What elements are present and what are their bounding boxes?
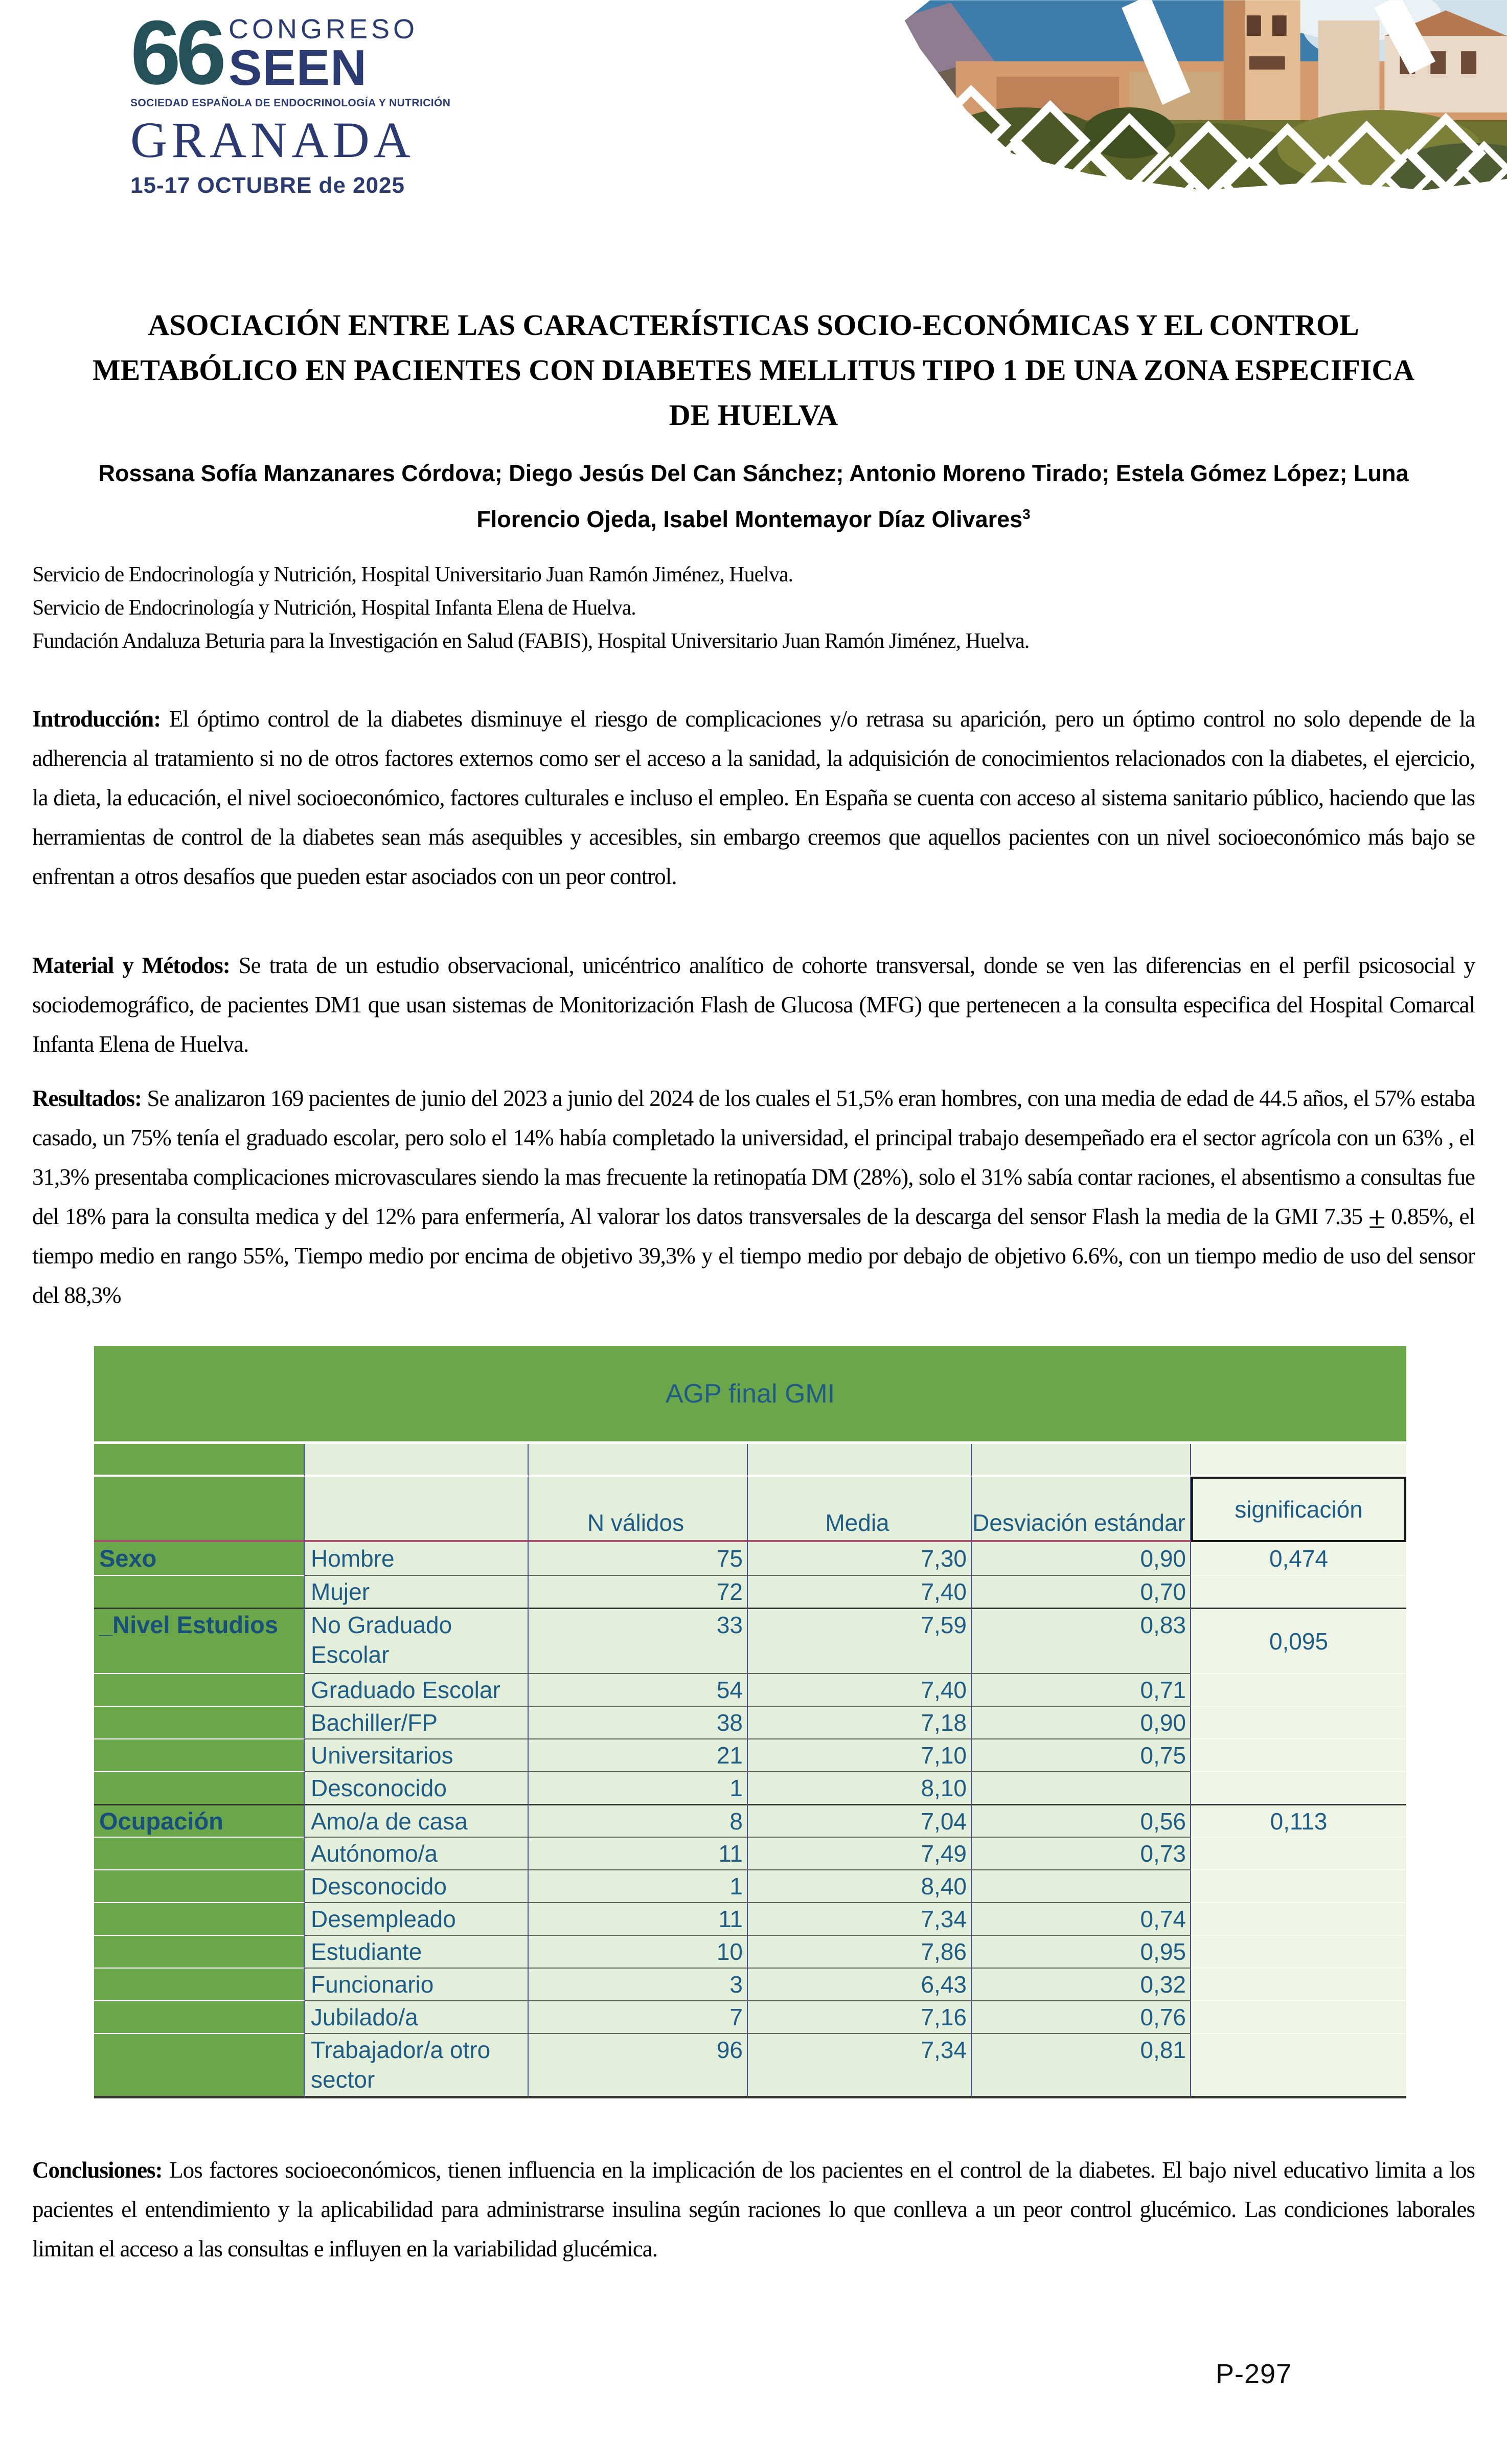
- table-media-cell: 7,30: [748, 1542, 972, 1575]
- table-subcategory-cell: Desempleado: [305, 1902, 529, 1935]
- affiliation-line: Fundación Andaluza Beturia para la Investigación en Salud (FABIS), Hospital Universitario Juan Ramón Jiménez, Huelva.: [32, 629, 1030, 653]
- table-significacion-cell: [1191, 1837, 1406, 1869]
- table-significacion-cell: [1191, 1738, 1406, 1771]
- table-significacion-cell: [1191, 1575, 1406, 1608]
- table-significacion-cell: [1191, 2033, 1406, 2098]
- table-n-validos-cell: 11: [529, 1837, 748, 1869]
- methods-heading: Material y Métodos:: [32, 953, 230, 978]
- table-row: [94, 1673, 1406, 1706]
- poster-title: ASOCIACIÓN ENTRE LAS CARACTERÍSTICAS SOCIO-ECONÓMICAS Y EL CONTROL METABÓLICO EN PACIENTES CON DIABETES MELLITUS TIPO 1 DE UNA ZONA ESPECIFICA DE HUELVA: [92, 308, 1415, 432]
- table-media-cell: 7,40: [748, 1673, 972, 1706]
- table-desviacion-cell: 0,32: [972, 1968, 1191, 2000]
- table-desviacion-cell: 0,83: [972, 1608, 1191, 1673]
- table-title-banner: AGP final GMI: [94, 1346, 1406, 1444]
- table-subcategory-cell: Graduado Escolar: [305, 1673, 529, 1706]
- authors-names: Rossana Sofía Manzanares Córdova; Diego Jesús Del Can Sánchez; Antonio Moreno Tirado; Estela Gómez López; Luna Florencio Ojeda, Isabel Montemayor Díaz Olivares: [98, 460, 1409, 532]
- table-subcategory-cell: Desconocido: [305, 1869, 529, 1902]
- results-text-a: Se analizaron 169 pacientes de junio del 2023 a junio del 2024 de los cuales el 51,5% eran hombres, con una media de edad de 44.5 años, el 57% estaba casado, un 75% tenía el graduado escolar, pero solo el 14% había completado la universidad, el principal trabajo desempeñado era el sector agrícola con un 63% , el 31,3% presentaba complicaciones microvasculares siendo la mas frecuente la retinopatía DM (28%), solo el 31% sabía contar raciones, el absentismo a consultas fue del 18% para la consulta medica y del 12% para enfermería, Al valorar los datos transversales de la descarga del sensor Flash la media de la GMI 7.35: [32, 1086, 1475, 1229]
- logo-society-name: SOCIEDAD ESPAÑOLA DE ENDOCRINOLOGÍA Y NUTRICIÓN: [130, 97, 451, 109]
- table-media-cell: 7,18: [748, 1706, 972, 1738]
- table-category-cell: _Nivel Estudios: [94, 1608, 305, 1673]
- spacer-cell: [748, 1444, 972, 1477]
- table-row: [94, 1902, 1406, 1935]
- table-subcategory-cell: Desconocido: [305, 1771, 529, 1804]
- plus-minus-symbol: ±: [1368, 1201, 1385, 1235]
- results-heading: Resultados:: [32, 1086, 142, 1111]
- table-media-cell: 8,10: [748, 1771, 972, 1804]
- table-row: [94, 1935, 1406, 1968]
- results-paragraph: [32, 1079, 1475, 1315]
- table-category-cell: [94, 1935, 305, 1968]
- table-row: [94, 1608, 1406, 1673]
- affiliation-line: Servicio de Endocrinología y Nutrición, Hospital Infanta Elena de Huelva.: [32, 596, 636, 620]
- table-row: [94, 1575, 1406, 1608]
- table-row: [94, 1804, 1406, 1837]
- table-significacion-cell: [1191, 1968, 1406, 2000]
- table-media-cell: 7,04: [748, 1804, 972, 1837]
- table-row: [94, 1968, 1406, 2000]
- introduction-paragraph: [32, 699, 1475, 896]
- table-desviacion-cell: 0,56: [972, 1804, 1191, 1837]
- table-category-cell: [94, 1673, 305, 1706]
- table-category-cell: [94, 2033, 305, 2098]
- table-row: [94, 1706, 1406, 1738]
- table-subcategory-cell: Universitarios: [305, 1738, 529, 1771]
- table-desviacion-cell: 0,90: [972, 1542, 1191, 1575]
- table-subcategory-cell: Amo/a de casa: [305, 1804, 529, 1837]
- table-header-row: [94, 1477, 1406, 1542]
- spacer-cell: [972, 1444, 1191, 1477]
- table-desviacion-cell: 0,71: [972, 1673, 1191, 1706]
- table-n-validos-cell: 10: [529, 1935, 748, 1968]
- affiliation-line: Servicio de Endocrinología y Nutrición, Hospital Universitario Juan Ramón Jiménez, Huelva.: [32, 563, 793, 586]
- table-media-cell: 8,40: [748, 1869, 972, 1902]
- alhambra-collage-image: [843, 0, 1507, 190]
- table-subcategory-cell: No Graduado Escolar: [305, 1608, 529, 1673]
- table-n-validos-cell: 1: [529, 1869, 748, 1902]
- logo-66-number: 66: [130, 2, 221, 103]
- header-media: Media: [748, 1477, 972, 1542]
- table-significacion-cell: [1191, 1935, 1406, 1968]
- table-significacion-cell: [1191, 2000, 1406, 2033]
- table-category-cell: Ocupación: [94, 1804, 305, 1837]
- table-desviacion-cell: 0,76: [972, 2000, 1191, 2033]
- table-media-cell: 7,34: [748, 1902, 972, 1935]
- table-media-cell: 7,40: [748, 1575, 972, 1608]
- table-desviacion-cell: 0,90: [972, 1706, 1191, 1738]
- table-row: [94, 2033, 1406, 2098]
- table-media-cell: 7,59: [748, 1608, 972, 1673]
- spacer-cell: [1191, 1444, 1406, 1477]
- authors-line: [63, 453, 1444, 540]
- table-desviacion-cell: [972, 1771, 1191, 1804]
- table-media-cell: 7,49: [748, 1837, 972, 1869]
- table-subcategory-cell: Trabajador/a otro sector: [305, 2033, 529, 2098]
- table-row: [94, 2000, 1406, 2033]
- conclusions-heading: Conclusiones:: [32, 2157, 163, 2183]
- table-row: [94, 1738, 1406, 1771]
- logo-top-row: [130, 2, 419, 103]
- table-significacion-cell: [1191, 1771, 1406, 1804]
- table-subcategory-cell: Mujer: [305, 1575, 529, 1608]
- table-category-cell: Sexo: [94, 1542, 305, 1575]
- table-n-validos-cell: 75: [529, 1542, 748, 1575]
- authors-superscript: 3: [1022, 506, 1031, 522]
- table-media-cell: 7,86: [748, 1935, 972, 1968]
- logo-congress-dates: 15-17 OCTUBRE de 2025: [130, 173, 405, 198]
- table-category-cell: [94, 1706, 305, 1738]
- table-subcategory-cell: Hombre: [305, 1542, 529, 1575]
- agp-gmi-table: [94, 1346, 1406, 2098]
- table-n-validos-cell: 38: [529, 1706, 748, 1738]
- table-row: [94, 1771, 1406, 1804]
- table-significacion-cell: [1191, 1706, 1406, 1738]
- table-row: [94, 1837, 1406, 1869]
- table-rows: [94, 1542, 1406, 2098]
- table-significacion-cell: [1191, 1869, 1406, 1902]
- logo-city-name: GRANADA: [130, 111, 415, 168]
- table-category-cell: [94, 1837, 305, 1869]
- table-desviacion-cell: 0,74: [972, 1902, 1191, 1935]
- table-desviacion-cell: 0,75: [972, 1738, 1191, 1771]
- table-subcategory-cell: Bachiller/FP: [305, 1706, 529, 1738]
- table-media-cell: 7,10: [748, 1738, 972, 1771]
- table-significacion-cell: 0,474: [1191, 1542, 1406, 1575]
- table-n-validos-cell: 21: [529, 1738, 748, 1771]
- affiliations: [32, 558, 1479, 658]
- header-desviacion: Desviación estándar: [972, 1477, 1191, 1542]
- table-media-cell: 6,43: [748, 1968, 972, 2000]
- methods-paragraph: [32, 946, 1475, 1064]
- table-desviacion-cell: 0,95: [972, 1935, 1191, 1968]
- table-significacion-cell: 0,095: [1191, 1608, 1406, 1673]
- table-n-validos-cell: 33: [529, 1608, 748, 1673]
- table-category-cell: [94, 2000, 305, 2033]
- table-desviacion-cell: 0,70: [972, 1575, 1191, 1608]
- conclusions-paragraph: [32, 2151, 1475, 2269]
- table-subcategory-cell: Autónomo/a: [305, 1837, 529, 1869]
- introduction-heading: Introducción:: [32, 706, 161, 732]
- spacer-cell: [305, 1444, 529, 1477]
- table-row: [94, 1542, 1406, 1575]
- conclusions-text: Los factores socioeconómicos, tienen influencia en la implicación de los pacientes en el control de la diabetes. El bajo nivel educativo limita a los pacientes el entendimiento y la aplicabilidad para administrarse insulina según raciones lo que conlleva a un peor control glucémico. Las condiciones laborales limitan el acceso a las consultas e influyen en la variabilidad glucémica.: [32, 2157, 1475, 2262]
- table-media-cell: 7,16: [748, 2000, 972, 2033]
- table-category-cell: [94, 1902, 305, 1935]
- results-text-b: 0.85%, el tiempo medio en rango 55%, Tiempo medio por encima de objetivo 39,3% y el tiempo medio por debajo de objetivo 6.6%, con un tiempo medio de uso del sensor del 88,3%: [32, 1204, 1475, 1308]
- poster-code: P-297: [1216, 2359, 1292, 2389]
- table-category-cell: [94, 1869, 305, 1902]
- logo-seen-text: SEEN: [229, 39, 367, 96]
- table-n-validos-cell: 11: [529, 1902, 748, 1935]
- table-subcategory-cell: Funcionario: [305, 1968, 529, 2000]
- spacer-cell: [94, 1444, 305, 1477]
- table-subcategory-cell: Estudiante: [305, 1935, 529, 1968]
- table-n-validos-cell: 8: [529, 1804, 748, 1837]
- table-category-cell: [94, 1968, 305, 2000]
- table-n-validos-cell: 54: [529, 1673, 748, 1706]
- header-n-validos: N válidos: [529, 1477, 748, 1542]
- table-desviacion-cell: [972, 1869, 1191, 1902]
- table-significacion-cell: [1191, 1673, 1406, 1706]
- methods-text: Se trata de un estudio observacional, unicéntrico analítico de cohorte transversal, donde se ven las diferencias en el perfil psicosocial y sociodemográfico, de pacientes DM1 que usan sistemas de Monitorización Flash de Glucosa (MFG) que pertenecen a la consulta especifica del Hospital Comarcal Infanta Elena de Huelva.: [32, 953, 1475, 1057]
- header-category-cell: [94, 1477, 305, 1542]
- table-n-validos-cell: 1: [529, 1771, 748, 1804]
- table-row: [94, 1869, 1406, 1902]
- header-subcategory-cell: [305, 1477, 529, 1542]
- introduction-text: El óptimo control de la diabetes disminuye el riesgo de complicaciones y/o retrasa su aparición, pero un óptimo control no solo depende de la adherencia al tratamiento si no de otros factores externos como ser el acceso a la sanidad, la adquisición de conocimientos relacionados con la diabetes, el ejercicio, la dieta, la educación, el nivel socioeconómico, factores culturales e incluso el empleo. En España se cuenta con acceso al sistema sanitario público, haciendo que las herramientas de control de la diabetes sean más asequibles y accesibles, sin embargo creemos que aquellos pacientes con un nivel socioeconómico más bajo se enfrentan a otros desafíos que pueden estar asociados con un peor control.: [32, 706, 1475, 889]
- table-category-cell: [94, 1771, 305, 1804]
- table-subcategory-cell: Jubilado/a: [305, 2000, 529, 2033]
- table-significacion-cell: 0,113: [1191, 1804, 1406, 1837]
- table-desviacion-cell: 0,73: [972, 1837, 1191, 1869]
- table-media-cell: 7,34: [748, 2033, 972, 2098]
- logo-congreso-seen: [229, 14, 419, 96]
- table-n-validos-cell: 96: [529, 2033, 748, 2098]
- spacer-cell: [529, 1444, 748, 1477]
- seen-congress-logo: [130, 2, 451, 198]
- table-n-validos-cell: 72: [529, 1575, 748, 1608]
- table-category-cell: [94, 1575, 305, 1608]
- table-category-cell: [94, 1738, 305, 1771]
- header-significacion: significación: [1191, 1477, 1406, 1542]
- table-significacion-cell: [1191, 1902, 1406, 1935]
- table-n-validos-cell: 7: [529, 2000, 748, 2033]
- table-spacer-row: [94, 1444, 1406, 1477]
- table-n-validos-cell: 3: [529, 1968, 748, 2000]
- table-desviacion-cell: 0,81: [972, 2033, 1191, 2098]
- logo-congreso-text: CONGRESO: [229, 14, 419, 44]
